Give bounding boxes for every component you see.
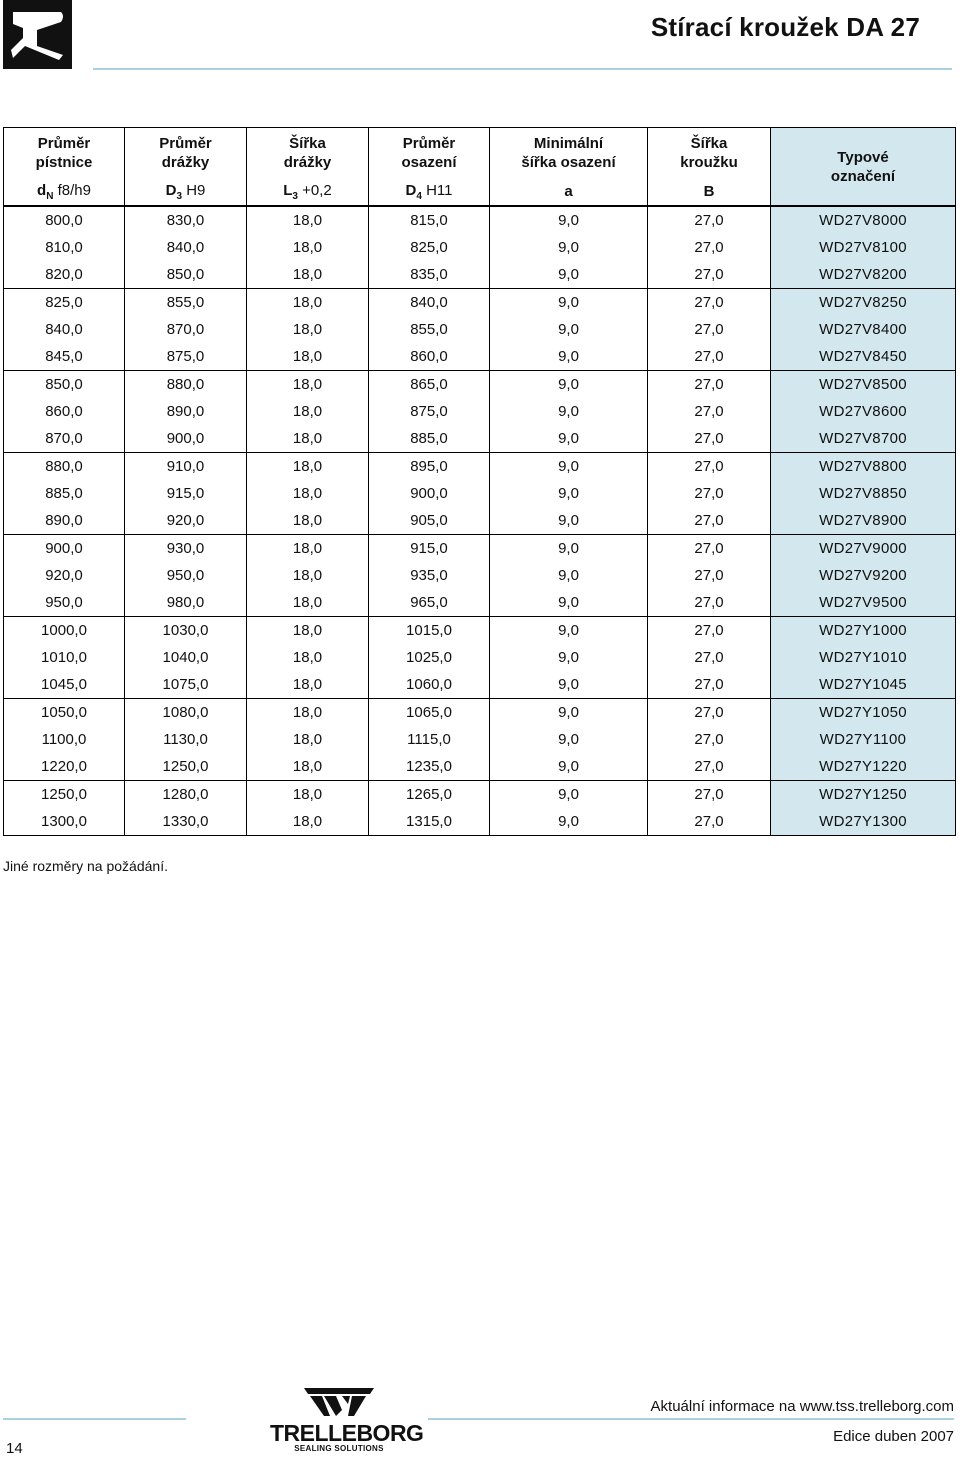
- table-cell: 27,0: [648, 699, 771, 727]
- table-cell: 855,0: [125, 289, 247, 317]
- table-header-row: [4, 128, 956, 179]
- table-row: [4, 617, 956, 645]
- type-code-cell: WD27V8800: [771, 453, 956, 481]
- table-cell: 18,0: [247, 808, 369, 836]
- footer-edition: Edice duben 2007: [833, 1428, 954, 1445]
- table-cell: 850,0: [4, 371, 125, 399]
- table-row: [4, 671, 956, 699]
- table-row: [4, 343, 956, 371]
- table-cell: 1250,0: [4, 781, 125, 809]
- table-cell: 890,0: [4, 507, 125, 535]
- type-code-cell: WD27V9200: [771, 562, 956, 589]
- table-row: [4, 535, 956, 563]
- table-cell: 18,0: [247, 753, 369, 781]
- table-cell: 915,0: [369, 535, 490, 563]
- table-cell: 18,0: [247, 671, 369, 699]
- type-code-cell: WD27V8700: [771, 425, 956, 453]
- table-cell: 875,0: [125, 343, 247, 371]
- table-cell: 18,0: [247, 343, 369, 371]
- table-cell: 9,0: [490, 398, 648, 425]
- table-cell: 9,0: [490, 480, 648, 507]
- table-cell: 27,0: [648, 753, 771, 781]
- table-cell: 920,0: [125, 507, 247, 535]
- table-row: [4, 453, 956, 481]
- table-cell: 18,0: [247, 425, 369, 453]
- table-cell: 9,0: [490, 644, 648, 671]
- type-code-cell: WD27V8500: [771, 371, 956, 399]
- table-cell: 880,0: [125, 371, 247, 399]
- table-cell: 860,0: [4, 398, 125, 425]
- table-cell: 18,0: [247, 699, 369, 727]
- table-cell: 890,0: [125, 398, 247, 425]
- table-cell: 27,0: [648, 562, 771, 589]
- table-row: [4, 562, 956, 589]
- column-symbol: $D_4$ H11: [369, 178, 490, 206]
- table-cell: 910,0: [125, 453, 247, 481]
- column-header: Průměr osazení: [369, 128, 490, 179]
- type-code-header: Typové označení: [771, 128, 956, 207]
- table-cell: 18,0: [247, 589, 369, 617]
- table-cell: 18,0: [247, 453, 369, 481]
- type-code-cell: WD27V8100: [771, 234, 956, 261]
- table-cell: 27,0: [648, 535, 771, 563]
- type-code-cell: WD27V8850: [771, 480, 956, 507]
- brand-name: TRELLEBORG: [270, 1420, 424, 1446]
- table-cell: 27,0: [648, 425, 771, 453]
- table-cell: 27,0: [648, 781, 771, 809]
- table-cell: 9,0: [490, 289, 648, 317]
- column-symbol: B: [648, 178, 771, 206]
- table-cell: 27,0: [648, 289, 771, 317]
- type-code-cell: WD27V9500: [771, 589, 956, 617]
- table-cell: 18,0: [247, 371, 369, 399]
- table-cell: 840,0: [369, 289, 490, 317]
- table-cell: 18,0: [247, 535, 369, 563]
- table-cell: 885,0: [4, 480, 125, 507]
- table-cell: 950,0: [4, 589, 125, 617]
- table-cell: 27,0: [648, 617, 771, 645]
- type-code-cell: WD27V8900: [771, 507, 956, 535]
- table-row: [4, 371, 956, 399]
- table-cell: 825,0: [4, 289, 125, 317]
- table-cell: 18,0: [247, 206, 369, 234]
- table-cell: 1025,0: [369, 644, 490, 671]
- column-symbol: a: [490, 178, 648, 206]
- table-cell: 965,0: [369, 589, 490, 617]
- table-cell: 1050,0: [4, 699, 125, 727]
- table-cell: 1300,0: [4, 808, 125, 836]
- table-cell: 855,0: [369, 316, 490, 343]
- table-cell: 27,0: [648, 726, 771, 753]
- table-cell: 1265,0: [369, 781, 490, 809]
- table-cell: 18,0: [247, 261, 369, 289]
- type-code-cell: WD27V8400: [771, 316, 956, 343]
- table-cell: 18,0: [247, 480, 369, 507]
- table-cell: 1065,0: [369, 699, 490, 727]
- table-cell: 18,0: [247, 726, 369, 753]
- table-cell: 1100,0: [4, 726, 125, 753]
- table-cell: 27,0: [648, 480, 771, 507]
- table-cell: 1000,0: [4, 617, 125, 645]
- table-cell: 1080,0: [125, 699, 247, 727]
- table-cell: 1330,0: [125, 808, 247, 836]
- type-code-cell: WD27V8000: [771, 206, 956, 234]
- table-cell: 845,0: [4, 343, 125, 371]
- table-row: [4, 726, 956, 753]
- table-row: [4, 507, 956, 535]
- dimension-table: [3, 127, 956, 836]
- type-code-cell: WD27Y1250: [771, 781, 956, 809]
- table-cell: 27,0: [648, 808, 771, 836]
- table-cell: 18,0: [247, 562, 369, 589]
- title-divider: [93, 68, 952, 70]
- table-cell: 875,0: [369, 398, 490, 425]
- wiper-profile-icon: [3, 0, 72, 69]
- table-cell: 18,0: [247, 781, 369, 809]
- table-cell: 1040,0: [125, 644, 247, 671]
- table-cell: 880,0: [4, 453, 125, 481]
- table-cell: 835,0: [369, 261, 490, 289]
- column-header: Minimální šířka osazení: [490, 128, 648, 179]
- table-cell: 27,0: [648, 234, 771, 261]
- table-cell: 935,0: [369, 562, 490, 589]
- table-row: [4, 398, 956, 425]
- table-cell: 9,0: [490, 234, 648, 261]
- table-row: [4, 261, 956, 289]
- table-cell: 9,0: [490, 562, 648, 589]
- table-row: [4, 425, 956, 453]
- table-row: [4, 781, 956, 809]
- table-cell: 1315,0: [369, 808, 490, 836]
- table-cell: 27,0: [648, 316, 771, 343]
- column-symbol: $D_3$ H9: [125, 178, 247, 206]
- table-cell: 900,0: [369, 480, 490, 507]
- type-code-cell: WD27Y1100: [771, 726, 956, 753]
- wiper-profile-logo: [3, 0, 72, 69]
- table-cell: 885,0: [369, 425, 490, 453]
- table-cell: 9,0: [490, 206, 648, 234]
- table-cell: 900,0: [125, 425, 247, 453]
- table-cell: 9,0: [490, 753, 648, 781]
- type-code-cell: WD27Y1045: [771, 671, 956, 699]
- table-cell: 27,0: [648, 206, 771, 234]
- trelleborg-emblem-icon: [270, 1386, 408, 1420]
- footnote: Jiné rozměry na požádání.: [3, 858, 168, 874]
- table-cell: 900,0: [4, 535, 125, 563]
- table-cell: 27,0: [648, 671, 771, 699]
- footer-url-note: Aktuální informace na www.tss.trelleborg.com: [650, 1398, 954, 1415]
- table-cell: 9,0: [490, 617, 648, 645]
- table-cell: 1130,0: [125, 726, 247, 753]
- table-cell: 850,0: [125, 261, 247, 289]
- table-cell: 27,0: [648, 398, 771, 425]
- table-cell: 815,0: [369, 206, 490, 234]
- table-cell: 9,0: [490, 316, 648, 343]
- column-header: Šířka kroužku: [648, 128, 771, 179]
- table-cell: 9,0: [490, 726, 648, 753]
- table-row: [4, 480, 956, 507]
- type-code-cell: WD27V8600: [771, 398, 956, 425]
- type-code-cell: WD27V8200: [771, 261, 956, 289]
- table-cell: 800,0: [4, 206, 125, 234]
- table-cell: 1115,0: [369, 726, 490, 753]
- table-cell: 9,0: [490, 535, 648, 563]
- table-cell: 905,0: [369, 507, 490, 535]
- table-cell: 870,0: [125, 316, 247, 343]
- table-cell: 9,0: [490, 671, 648, 699]
- table-cell: 980,0: [125, 589, 247, 617]
- type-code-cell: WD27Y1300: [771, 808, 956, 836]
- table-cell: 18,0: [247, 289, 369, 317]
- type-code-cell: WD27V9000: [771, 535, 956, 563]
- table-row: [4, 289, 956, 317]
- table-cell: 27,0: [648, 507, 771, 535]
- column-symbol: $d_N$ f8/h9: [4, 178, 125, 206]
- table-row: [4, 753, 956, 781]
- table-cell: 1060,0: [369, 671, 490, 699]
- table-body: [4, 206, 956, 836]
- table-row: [4, 644, 956, 671]
- column-header: Šířka drážky: [247, 128, 369, 179]
- table-cell: 860,0: [369, 343, 490, 371]
- footer-divider-right: [428, 1418, 954, 1420]
- column-header: Průměr pístnice: [4, 128, 125, 179]
- table-cell: 27,0: [648, 371, 771, 399]
- table-cell: 27,0: [648, 261, 771, 289]
- column-symbol: $L_3 +0,2$: [247, 178, 369, 206]
- table-cell: 9,0: [490, 371, 648, 399]
- brand-subtitle: SEALING SOLUTIONS: [294, 1444, 384, 1453]
- table-cell: 18,0: [247, 234, 369, 261]
- table-cell: 9,0: [490, 453, 648, 481]
- table-cell: 9,0: [490, 781, 648, 809]
- type-code-cell: WD27Y1000: [771, 617, 956, 645]
- table-cell: 915,0: [125, 480, 247, 507]
- table-cell: 930,0: [125, 535, 247, 563]
- page-title: Stírací kroužek DA 27: [650, 12, 920, 42]
- table-cell: 9,0: [490, 699, 648, 727]
- table-cell: 830,0: [125, 206, 247, 234]
- type-code-cell: WD27Y1050: [771, 699, 956, 727]
- type-code-cell: WD27V8250: [771, 289, 956, 317]
- type-code-cell: WD27Y1010: [771, 644, 956, 671]
- type-code-cell: WD27V8450: [771, 343, 956, 371]
- table-row: [4, 808, 956, 836]
- table-cell: 870,0: [4, 425, 125, 453]
- table-cell: 18,0: [247, 507, 369, 535]
- table-row: [4, 589, 956, 617]
- type-code-cell: WD27Y1220: [771, 753, 956, 781]
- table-cell: 18,0: [247, 644, 369, 671]
- table-row: [4, 206, 956, 234]
- table-cell: 18,0: [247, 316, 369, 343]
- table-cell: 18,0: [247, 617, 369, 645]
- table-cell: 895,0: [369, 453, 490, 481]
- page-number: 14: [6, 1440, 23, 1457]
- table-cell: 1250,0: [125, 753, 247, 781]
- table-cell: 825,0: [369, 234, 490, 261]
- table-cell: 1280,0: [125, 781, 247, 809]
- table-cell: 9,0: [490, 507, 648, 535]
- table-row: [4, 699, 956, 727]
- table-cell: 820,0: [4, 261, 125, 289]
- table-cell: 865,0: [369, 371, 490, 399]
- column-header: Průměr drážky: [125, 128, 247, 179]
- table-cell: 18,0: [247, 398, 369, 425]
- table-cell: 840,0: [4, 316, 125, 343]
- table-cell: 950,0: [125, 562, 247, 589]
- table-cell: 9,0: [490, 425, 648, 453]
- table-cell: 9,0: [490, 808, 648, 836]
- table-cell: 27,0: [648, 343, 771, 371]
- table-cell: 9,0: [490, 261, 648, 289]
- footer-divider-left: [3, 1418, 186, 1420]
- table-cell: 9,0: [490, 589, 648, 617]
- table-cell: 9,0: [490, 343, 648, 371]
- table-cell: 1045,0: [4, 671, 125, 699]
- table-row: [4, 316, 956, 343]
- table-cell: 920,0: [4, 562, 125, 589]
- table-cell: 27,0: [648, 453, 771, 481]
- table-cell: 27,0: [648, 589, 771, 617]
- table-cell: 1015,0: [369, 617, 490, 645]
- table-cell: 810,0: [4, 234, 125, 261]
- table-cell: 1220,0: [4, 753, 125, 781]
- table-cell: 27,0: [648, 644, 771, 671]
- table-cell: 1030,0: [125, 617, 247, 645]
- table-cell: 1010,0: [4, 644, 125, 671]
- table-cell: 1235,0: [369, 753, 490, 781]
- table-cell: 1075,0: [125, 671, 247, 699]
- table-row: [4, 234, 956, 261]
- table-cell: 840,0: [125, 234, 247, 261]
